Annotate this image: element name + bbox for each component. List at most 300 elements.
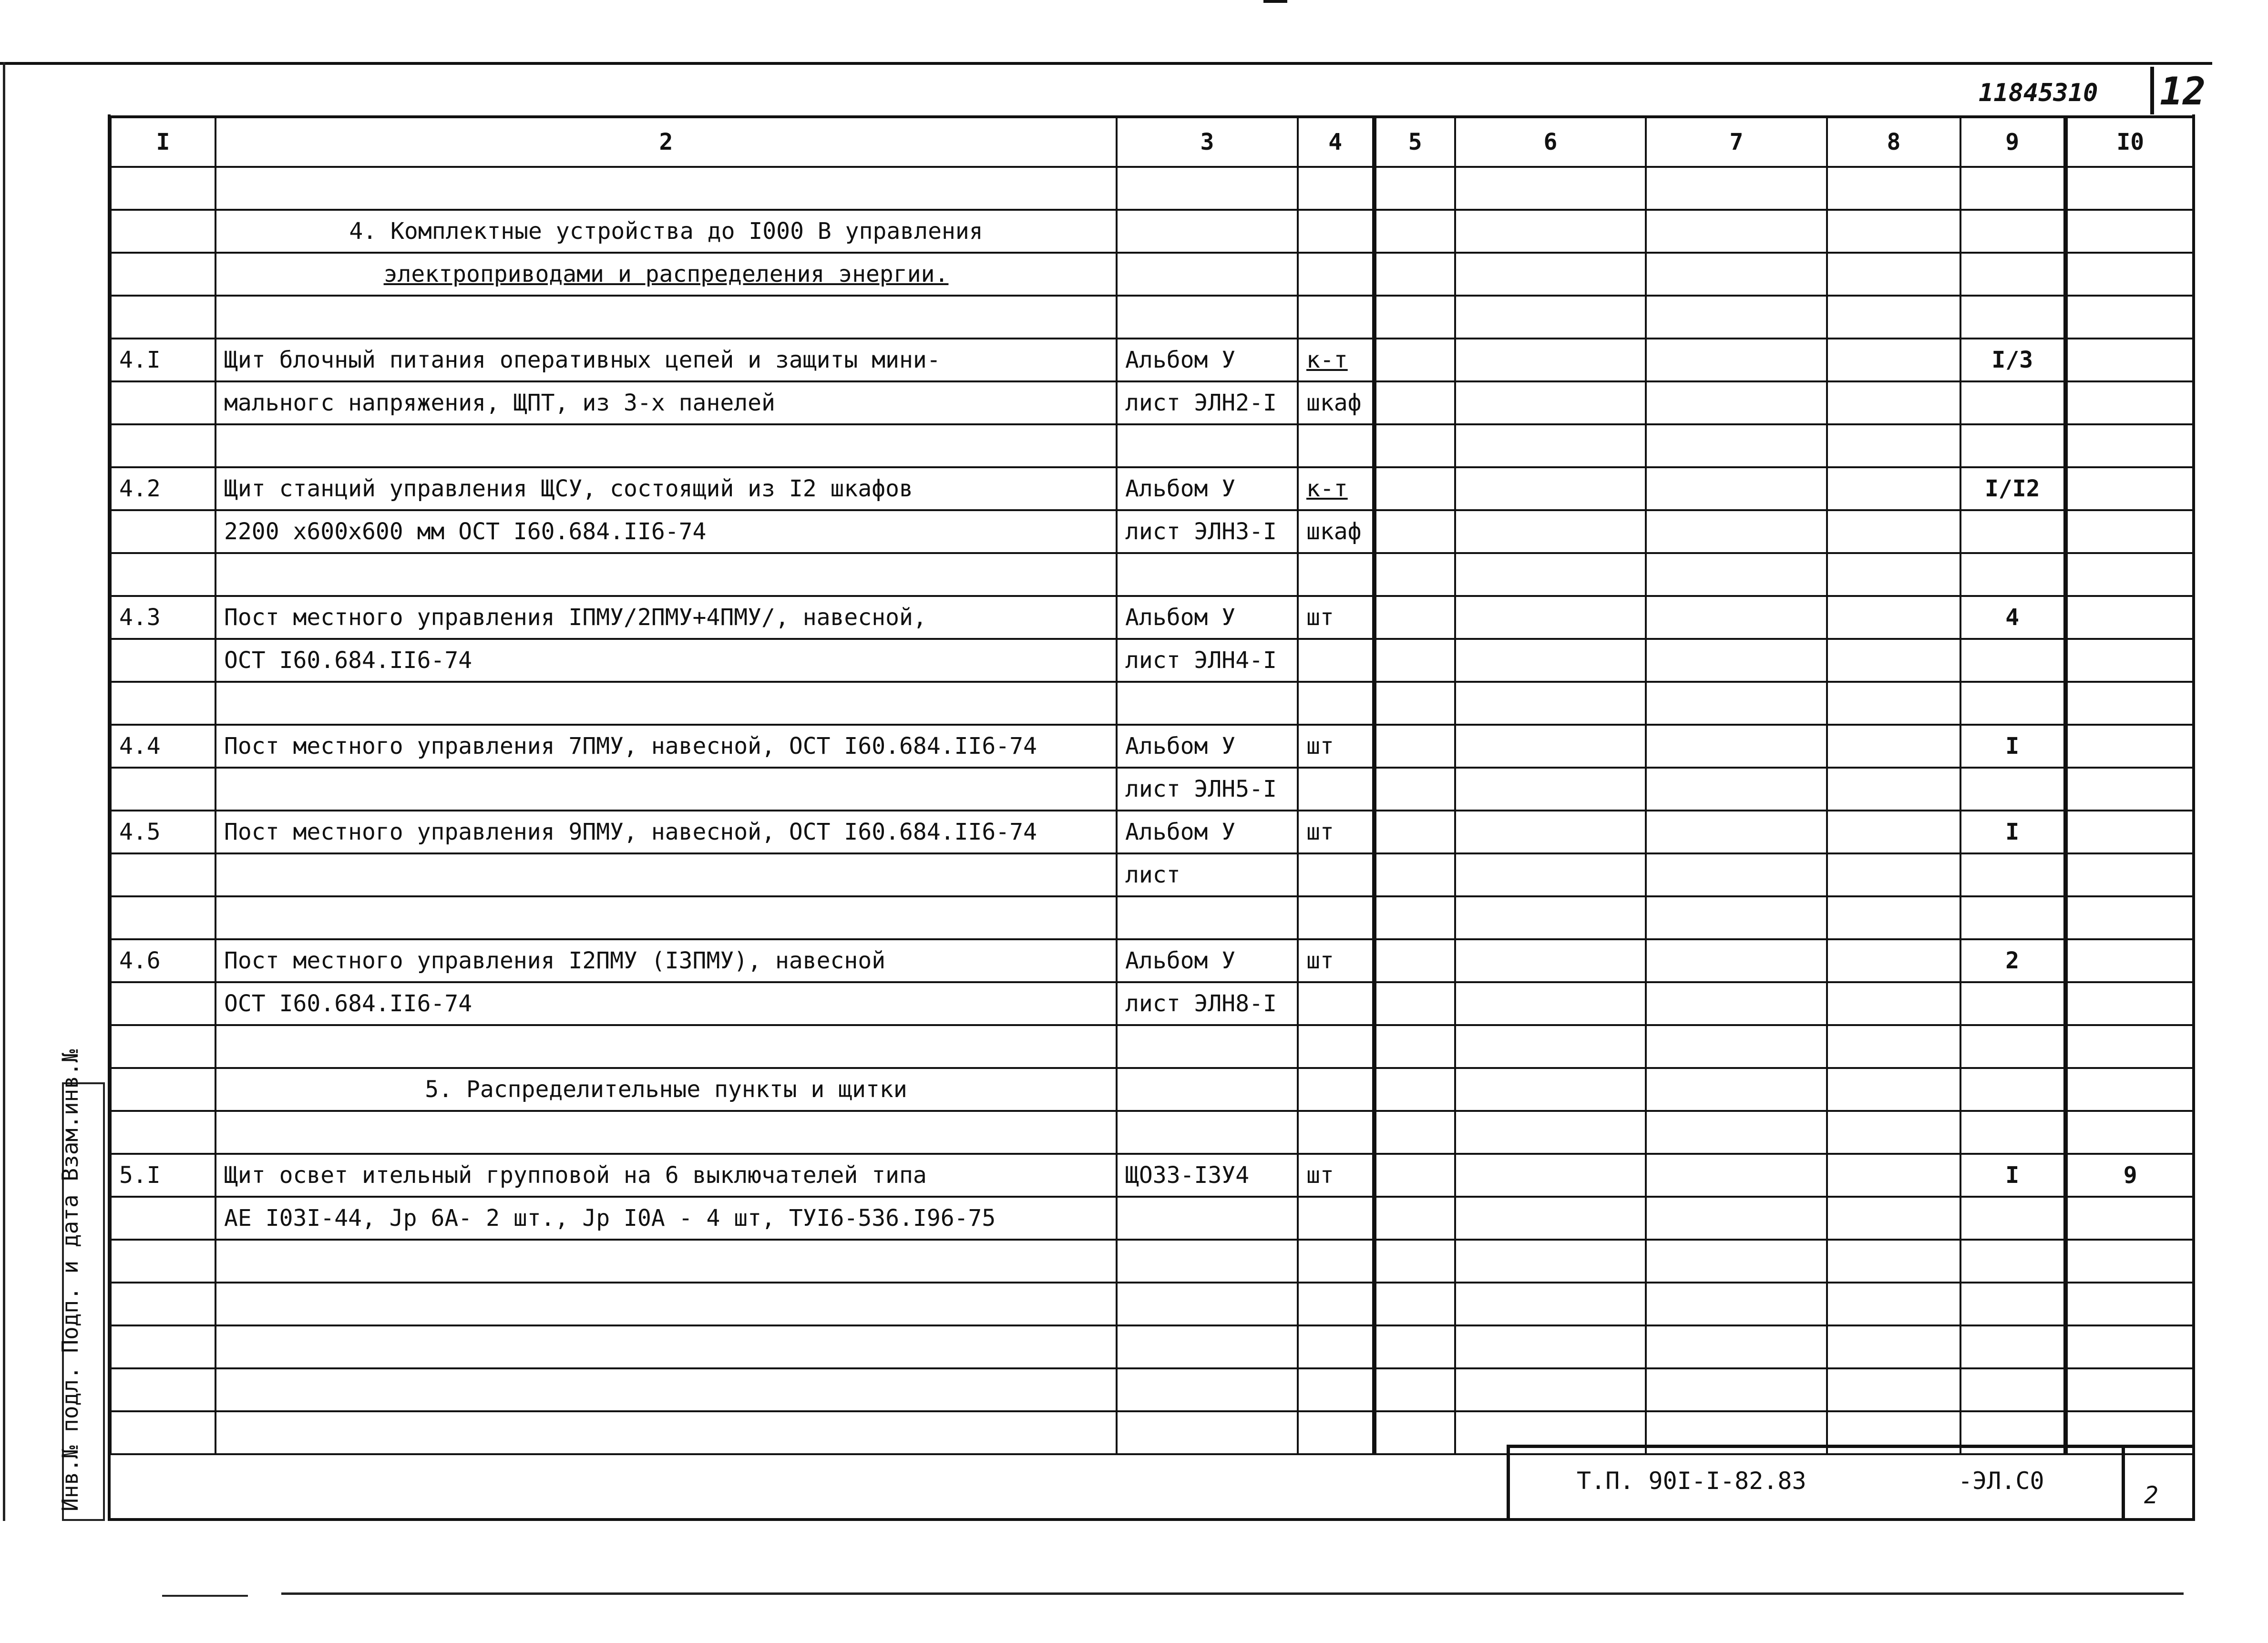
table-cell (1117, 381, 1298, 424)
table-cell (1827, 1068, 1960, 1111)
table-cell (1827, 510, 1960, 553)
table-cell (1455, 1283, 1646, 1325)
table-cell (1374, 725, 1455, 768)
table-cell (216, 296, 1117, 339)
table-cell (1374, 1240, 1455, 1283)
table-cell (1298, 811, 1374, 853)
table-cell (2065, 296, 2194, 339)
table-cell (2065, 853, 2194, 896)
table-cell (1960, 1111, 2065, 1154)
table-cell (111, 253, 216, 296)
cell-text: Пост местного управления 9ПМУ, навесной, ОСТ I60.684.II6-74 (224, 819, 1037, 845)
table-cell (111, 853, 216, 896)
table-cell (1298, 1025, 1374, 1068)
table-cell (216, 1025, 1117, 1068)
table-cell (1960, 982, 2065, 1025)
table-cell (2065, 1240, 2194, 1283)
table-cell (2065, 1111, 2194, 1154)
table-cell (1298, 510, 1374, 553)
cell-text: ЩО33-I3У4 (1125, 1162, 1250, 1189)
table-cell (111, 1283, 216, 1325)
table-cell (1827, 1325, 1960, 1368)
table-cell (216, 853, 1117, 896)
table-cell (1455, 1197, 1646, 1240)
table-cell (1960, 253, 2065, 296)
column-header: 9 (1960, 117, 2065, 167)
table-cell (216, 811, 1117, 853)
table-cell (2065, 467, 2194, 510)
column-header: I0 (2065, 117, 2194, 167)
table-cell (1646, 1025, 1827, 1068)
column-header: 2 (216, 117, 1117, 167)
table-row (111, 1111, 2194, 1154)
table-cell (1646, 510, 1827, 553)
cell-text: 4. Комплектные устройства до I000 В управления (349, 218, 983, 245)
table-cell (1827, 596, 1960, 639)
table-cell (1374, 467, 1455, 510)
table-cell (216, 1325, 1117, 1368)
table-cell (1646, 896, 1827, 939)
table-cell (2065, 939, 2194, 982)
cell-text: 4.3 (119, 604, 161, 631)
table-cell (1117, 253, 1298, 296)
table-cell (1827, 424, 1960, 467)
table-cell (1960, 811, 2065, 853)
table-cell (1117, 725, 1298, 768)
table-cell (1960, 424, 2065, 467)
table-cell (216, 682, 1117, 725)
table-cell (1646, 339, 1827, 381)
table-cell (216, 210, 1117, 253)
table-cell (1455, 596, 1646, 639)
cell-text: шт (1306, 604, 1334, 631)
table-cell (111, 596, 216, 639)
table-cell (216, 1283, 1117, 1325)
table-cell (1455, 1068, 1646, 1111)
table-cell (1298, 467, 1374, 510)
table-cell (111, 1068, 216, 1111)
table-cell (1374, 853, 1455, 896)
cell-text: 4.I (119, 347, 161, 373)
table-cell (216, 768, 1117, 811)
table-cell (1298, 424, 1374, 467)
table-row (111, 467, 2194, 510)
table-cell (1298, 1411, 1374, 1454)
table-cell (1117, 510, 1298, 553)
table-cell (2065, 982, 2194, 1025)
table-cell (111, 1368, 216, 1411)
table-cell (1117, 768, 1298, 811)
table-cell (1374, 167, 1455, 210)
table-cell (1827, 253, 1960, 296)
table-cell (2065, 167, 2194, 210)
table-row (111, 339, 2194, 381)
table-cell (1374, 296, 1455, 339)
table-cell (216, 596, 1117, 639)
table-cell (2065, 768, 2194, 811)
table-cell (2065, 1197, 2194, 1240)
table-cell (1646, 982, 1827, 1025)
table-cell (2065, 1025, 2194, 1068)
table-cell (111, 1197, 216, 1240)
table-cell (111, 639, 216, 682)
table-cell (111, 939, 216, 982)
table-cell (1646, 167, 1827, 210)
table-cell (1117, 639, 1298, 682)
table-cell (1298, 296, 1374, 339)
table-cell (1455, 1025, 1646, 1068)
table-cell (1455, 1111, 1646, 1154)
table-cell (1298, 253, 1374, 296)
cell-text: к-т (1306, 347, 1348, 373)
table-cell (2065, 1283, 2194, 1325)
table-cell (1960, 510, 2065, 553)
table-cell (1646, 1325, 1827, 1368)
table-cell (2065, 210, 2194, 253)
table-cell (1374, 253, 1455, 296)
table-cell (1646, 939, 1827, 982)
table-cell (2065, 553, 2194, 596)
table-cell (1646, 1111, 1827, 1154)
cell-text: 2200 х600х600 мм ОСТ I60.684.II6-74 (224, 518, 707, 545)
table-cell (1827, 896, 1960, 939)
table-cell (1117, 210, 1298, 253)
table-cell (1298, 768, 1374, 811)
table-cell (1827, 1240, 1960, 1283)
table-cell (1827, 682, 1960, 725)
table-cell (1374, 1025, 1455, 1068)
table-row (111, 1025, 2194, 1068)
table-cell (111, 467, 216, 510)
table-cell (216, 510, 1117, 553)
table-cell (1117, 1325, 1298, 1368)
table-cell (216, 1154, 1117, 1197)
table-cell (216, 253, 1117, 296)
cell-text: Пост местного управления IПМУ/2ПМУ+4ПМУ/, навесной, (224, 604, 927, 631)
table-cell (111, 811, 216, 853)
table-cell (1960, 167, 2065, 210)
table-row (111, 1240, 2194, 1283)
table-cell (1374, 381, 1455, 424)
column-header: I (111, 117, 216, 167)
cell-text: лист (1125, 862, 1180, 888)
cell-text: электроприводами и распределения энергии. (383, 261, 949, 288)
column-header: 8 (1827, 117, 1960, 167)
table-cell (1960, 1154, 2065, 1197)
table-cell (1646, 296, 1827, 339)
table-cell (2065, 682, 2194, 725)
table-cell (1646, 553, 1827, 596)
cell-text: 4.4 (119, 733, 161, 760)
table-cell (1455, 682, 1646, 725)
table-cell (1455, 553, 1646, 596)
table-cell (1960, 1368, 2065, 1411)
table-cell (1374, 1111, 1455, 1154)
cell-text: шт (1306, 1162, 1334, 1189)
table-cell (1455, 1368, 1646, 1411)
table-cell (1298, 939, 1374, 982)
table-cell (1117, 424, 1298, 467)
table-cell (1960, 768, 2065, 811)
table-cell (1960, 381, 2065, 424)
table-cell (1827, 467, 1960, 510)
cell-text: к-т (1306, 475, 1348, 502)
table-cell (1374, 896, 1455, 939)
table-cell (1455, 381, 1646, 424)
cell-text: I (2005, 733, 2020, 760)
top-border-line (0, 62, 2212, 65)
column-header: 6 (1455, 117, 1646, 167)
table-cell (1960, 1068, 2065, 1111)
table-cell (1117, 1025, 1298, 1068)
table-cell (1298, 210, 1374, 253)
table-cell (216, 467, 1117, 510)
table-cell (2065, 1154, 2194, 1197)
cell-text: ОСТ I60.684.II6-74 (224, 990, 472, 1017)
table-cell (1646, 467, 1827, 510)
table-cell (1117, 1368, 1298, 1411)
table-cell (1117, 853, 1298, 896)
table-cell (2065, 1368, 2194, 1411)
table-cell (1117, 982, 1298, 1025)
table-cell (1374, 1411, 1455, 1454)
table-cell (216, 167, 1117, 210)
table-cell (111, 682, 216, 725)
table-cell (1374, 939, 1455, 982)
table-cell (216, 896, 1117, 939)
cell-text: 5.I (119, 1162, 161, 1189)
cell-text: Пост местного управления I2ПМУ (I3ПМУ), навесной (224, 947, 886, 974)
table-cell (2065, 253, 2194, 296)
table-cell (1960, 896, 2065, 939)
table-cell (111, 1325, 216, 1368)
table-cell (1374, 339, 1455, 381)
table-cell (1827, 811, 1960, 853)
table-cell (1646, 1068, 1827, 1111)
table-cell (1374, 596, 1455, 639)
table-cell (1298, 896, 1374, 939)
table-cell (1298, 725, 1374, 768)
table-cell (1646, 1283, 1827, 1325)
table-cell (1117, 896, 1298, 939)
table-cell (2065, 639, 2194, 682)
table-cell (1374, 1197, 1455, 1240)
cell-text: I (2005, 1162, 2020, 1189)
table-cell (1646, 853, 1827, 896)
table-row (111, 1283, 2194, 1325)
table-cell (1298, 853, 1374, 896)
specification-table (110, 115, 2195, 1455)
table-cell (1374, 553, 1455, 596)
table-cell (1960, 1325, 2065, 1368)
cell-text: лист ЭЛН8-I (1125, 990, 1277, 1017)
table-cell (1374, 982, 1455, 1025)
table-cell (1455, 253, 1646, 296)
approval-sidebar (29, 1049, 105, 1521)
table-cell (1646, 725, 1827, 768)
cell-text: Альбом У (1125, 475, 1236, 502)
table-cell (1827, 939, 1960, 982)
table-cell (1646, 1368, 1827, 1411)
table-cell (1960, 339, 2065, 381)
table-cell (1117, 1154, 1298, 1197)
table-cell (1455, 939, 1646, 982)
cell-text: 9 (2123, 1162, 2137, 1189)
title-block (1507, 1445, 2193, 1521)
cell-text: лист ЭЛН2-I (1125, 390, 1277, 416)
table-cell (1455, 510, 1646, 553)
table-cell (111, 510, 216, 553)
table-cell (1117, 467, 1298, 510)
document-code: Т.П. 90I-I-82.83 (1577, 1467, 1806, 1495)
table-cell (1298, 167, 1374, 210)
table-cell (216, 339, 1117, 381)
cell-text: 4 (2005, 604, 2020, 631)
table-cell (1960, 210, 2065, 253)
top-mark (1263, 0, 1287, 3)
table-cell (1960, 1240, 2065, 1283)
table-cell (1117, 167, 1298, 210)
table-cell (1298, 553, 1374, 596)
column-header-row (111, 117, 2194, 167)
cell-text: лист ЭЛН4-I (1125, 647, 1277, 674)
table-cell (1455, 210, 1646, 253)
table-cell (1960, 725, 2065, 768)
table-cell (1298, 1325, 1374, 1368)
table-cell (1374, 1283, 1455, 1325)
table-row (111, 853, 2194, 896)
table-cell (1960, 853, 2065, 896)
table-cell (1298, 1197, 1374, 1240)
cell-text: шкаф (1306, 390, 1362, 416)
cell-text: Щит освет ительный групповой на 6 выключателей типа (224, 1162, 927, 1189)
cell-text: 4.2 (119, 475, 161, 502)
table-cell (111, 1240, 216, 1283)
cell-text: шкаф (1306, 518, 1362, 545)
cell-text: мальногс напряжения, ЩПТ, из 3-х панелей (224, 390, 775, 416)
table-cell (1455, 811, 1646, 853)
table-cell (216, 1197, 1117, 1240)
table-row (111, 639, 2194, 682)
table-cell (1374, 1154, 1455, 1197)
table-cell (111, 725, 216, 768)
table-cell (1298, 381, 1374, 424)
table-cell (111, 424, 216, 467)
table-cell (1455, 853, 1646, 896)
table-cell (216, 725, 1117, 768)
table-cell (2065, 424, 2194, 467)
table-cell (1455, 1240, 1646, 1283)
table-cell (1960, 1025, 2065, 1068)
table-cell (1827, 1283, 1960, 1325)
table-cell (1117, 811, 1298, 853)
table-cell (1298, 1154, 1374, 1197)
table-cell (1827, 1111, 1960, 1154)
table-cell (1646, 424, 1827, 467)
table-cell (1827, 853, 1960, 896)
table-cell (216, 381, 1117, 424)
cell-text: лист ЭЛН3-I (1125, 518, 1277, 545)
table-cell (1117, 339, 1298, 381)
table-row (111, 682, 2194, 725)
table-cell (1646, 1197, 1827, 1240)
table-cell (2065, 1325, 2194, 1368)
table-cell (1960, 553, 2065, 596)
cell-text: шт (1306, 947, 1334, 974)
table-cell (1298, 1368, 1374, 1411)
table-cell (111, 1154, 216, 1197)
table-cell (1827, 339, 1960, 381)
table-cell (1646, 596, 1827, 639)
sheet-number: 2 (2144, 1481, 2159, 1509)
table-cell (111, 210, 216, 253)
table-cell (111, 167, 216, 210)
table-cell (1117, 1240, 1298, 1283)
column-header: 5 (1374, 117, 1455, 167)
table-cell (1455, 339, 1646, 381)
table-cell (1960, 596, 2065, 639)
table-cell (1298, 339, 1374, 381)
table-row (111, 811, 2194, 853)
cell-text: I (2005, 819, 2020, 845)
column-header: 7 (1646, 117, 1827, 167)
table-cell (216, 1240, 1117, 1283)
table-cell (1374, 1368, 1455, 1411)
table-cell (1646, 639, 1827, 682)
table-cell (1298, 982, 1374, 1025)
table-cell (1374, 1325, 1455, 1368)
document-suffix: -ЭЛ.С0 (1958, 1467, 2044, 1495)
table-cell (1298, 1068, 1374, 1111)
table-cell (1646, 381, 1827, 424)
table-cell (111, 1411, 216, 1454)
table-row (111, 253, 2194, 296)
table-cell (1455, 725, 1646, 768)
table-cell (1455, 896, 1646, 939)
table-cell (1646, 253, 1827, 296)
table-cell (111, 339, 216, 381)
table-row (111, 1154, 2194, 1197)
sheet-number-box (2122, 1448, 2193, 1521)
table-cell (2065, 339, 2194, 381)
cell-text: I/I2 (1984, 475, 2040, 502)
table-row (111, 381, 2194, 424)
table-cell (111, 896, 216, 939)
table-cell (1827, 1025, 1960, 1068)
table-row (111, 982, 2194, 1025)
table-cell (1117, 682, 1298, 725)
cell-text: Альбом У (1125, 347, 1236, 373)
table-row (111, 725, 2194, 768)
table-row (111, 768, 2194, 811)
table-row (111, 210, 2194, 253)
table-cell (1117, 596, 1298, 639)
table-cell (2065, 381, 2194, 424)
table-cell (1298, 1283, 1374, 1325)
table-cell (1455, 167, 1646, 210)
table-cell (1374, 682, 1455, 725)
table-cell (216, 939, 1117, 982)
table-row (111, 1368, 2194, 1411)
table-cell (1298, 682, 1374, 725)
table-cell (1827, 210, 1960, 253)
table-cell (1374, 510, 1455, 553)
cell-text: Щит блочный питания оперативных цепей и защиты мини- (224, 347, 941, 373)
table-cell (1455, 296, 1646, 339)
table-cell (1298, 1240, 1374, 1283)
table-cell (1374, 811, 1455, 853)
cell-text: 2 (2005, 947, 2020, 974)
